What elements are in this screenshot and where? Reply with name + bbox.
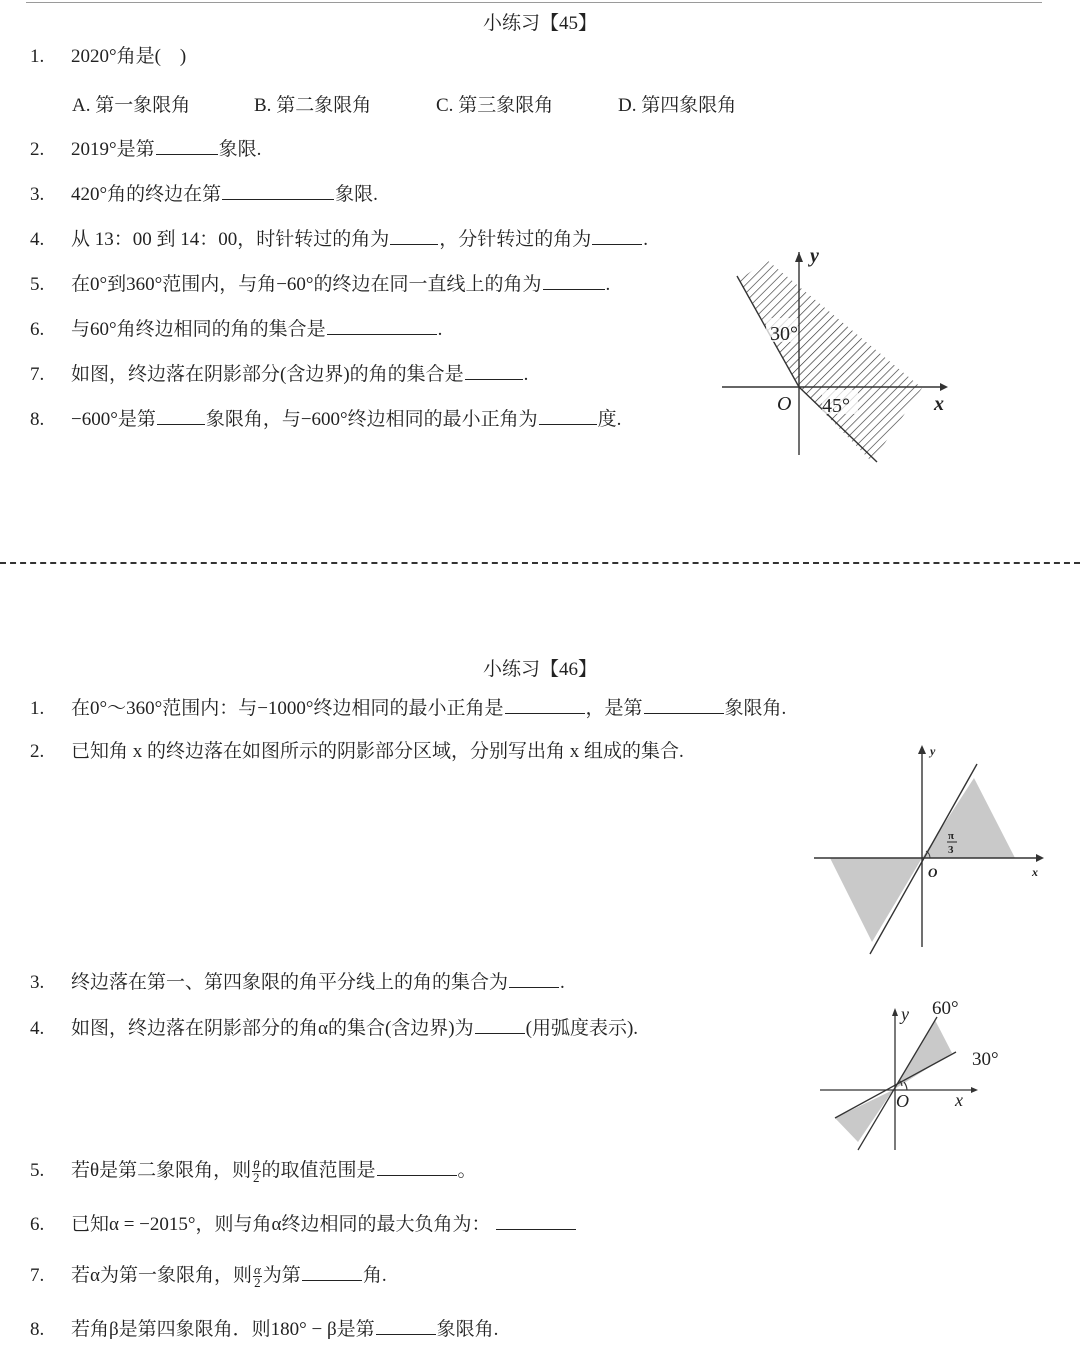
s45-question-1 (30, 45, 186, 69)
section-divider-dashed (0, 562, 1080, 564)
option-b[interactable]: B. 第二象限角 (254, 95, 372, 116)
svg-text:30°: 30° (770, 323, 798, 345)
answer-blank[interactable] (539, 406, 597, 425)
s46-question-1: 1. 在0°～360°范围内：与−1000°终边相同的最小正角是 ，是第 象限角. (30, 695, 786, 721)
s46-question-5: 5. 若θ是第二象限角，则 $\frac{\theta}{2}$ 的取值范围是 。 (30, 1157, 477, 1186)
s46-question-4: 4. 如图，终边落在阴影部分的角α的集合(含边界)为 (用弧度表示). (30, 1015, 638, 1041)
s45-q1-options (72, 90, 736, 117)
s45-question-2: 2. 2019°是第 象限. (30, 136, 261, 162)
svg-text:x: x (955, 1090, 963, 1110)
s46-figure-pi-over-3 (812, 742, 1052, 960)
svg-text:O: O (928, 865, 938, 880)
svg-text:y: y (901, 1004, 909, 1024)
answer-blank[interactable] (592, 226, 642, 245)
s45-question-8: 8. −600°是第 象限角，与−600°终边相同的最小正角为 度. (30, 406, 621, 432)
section-45-title: 小练习【45】 (482, 13, 597, 34)
s45-question-4: 4. 从 13：00 到 14：00，时针转过的角为 ，分针转过的角为 . (30, 226, 648, 252)
svg-text:45°: 45° (822, 395, 850, 417)
answer-blank[interactable] (376, 1316, 436, 1335)
option-d[interactable]: D. 第四象限角 (618, 95, 737, 116)
answer-blank[interactable] (377, 1157, 457, 1176)
s45-question-6: 6. 与60°角终边相同的角的集合是 . (30, 316, 442, 342)
fraction-alpha-over-2: $\frac{\alpha}{2}$ (253, 1262, 261, 1291)
top-divider (26, 2, 1042, 3)
svg-text:x: x (1032, 865, 1038, 879)
s46-question-2: 2. 已知角 x 的终边落在如图所示的阴影部分区域，分别写出角 x 组成的集合. (30, 741, 684, 762)
s46-figure-30-60-wedge (815, 990, 1025, 1160)
answer-blank[interactable] (465, 361, 523, 380)
s46-question-8: 8. 若角β是第四象限角．则180° − β是第 象限角. (30, 1316, 498, 1342)
answer-blank[interactable] (543, 271, 605, 290)
svg-text:y: y (930, 744, 936, 758)
question-number: 1. (30, 46, 45, 67)
s45-question-7: 7. 如图，终边落在阴影部分(含边界)的角的集合是 . (30, 361, 528, 387)
answer-blank[interactable] (496, 1211, 576, 1230)
answer-blank[interactable] (157, 406, 205, 425)
svg-text:y: y (810, 245, 819, 267)
answer-blank[interactable] (390, 226, 438, 245)
svg-text:O: O (896, 1091, 909, 1111)
answer-blank[interactable] (644, 695, 724, 714)
svg-text:30°: 30° (972, 1049, 999, 1070)
svg-text:60°: 60° (932, 998, 959, 1019)
question-text: 2020°角是( ) (71, 46, 187, 67)
answer-blank[interactable] (509, 969, 559, 988)
answer-blank[interactable] (475, 1015, 525, 1034)
s46-question-7: 7. 若α为第一象限角，则 $\frac{\alpha}{2}$ 为第 角. (30, 1262, 387, 1291)
answer-blank[interactable] (327, 316, 437, 335)
s45-figure-hatched-region (722, 240, 952, 470)
svg-text:π: π (948, 830, 955, 842)
svg-text:3: 3 (948, 844, 954, 856)
s45-question-3: 3. 420°角的终边在第 象限. (30, 181, 378, 207)
section-46-title: 小练习【46】 (482, 659, 597, 680)
answer-blank[interactable] (505, 695, 585, 714)
fraction-theta-over-2: $\frac{\theta}{2}$ (253, 1157, 260, 1186)
answer-blank[interactable] (222, 181, 334, 200)
svg-text:O: O (777, 393, 792, 415)
s45-question-5: 5. 在0°到360°范围内，与角−60°的终边在同一直线上的角为 . (30, 271, 610, 297)
option-a[interactable]: A. 第一象限角 (72, 95, 191, 116)
s46-question-6: 6. 已知α = −2015°，则与角α终边相同的最大负角为： (30, 1211, 577, 1237)
option-c[interactable]: C. 第三象限角 (436, 95, 554, 116)
answer-blank[interactable] (302, 1262, 362, 1281)
answer-blank[interactable] (156, 136, 218, 155)
s46-question-3: 3. 终边落在第一、第四象限的角平分线上的角的集合为 . (30, 969, 565, 995)
svg-text:x: x (934, 393, 944, 415)
